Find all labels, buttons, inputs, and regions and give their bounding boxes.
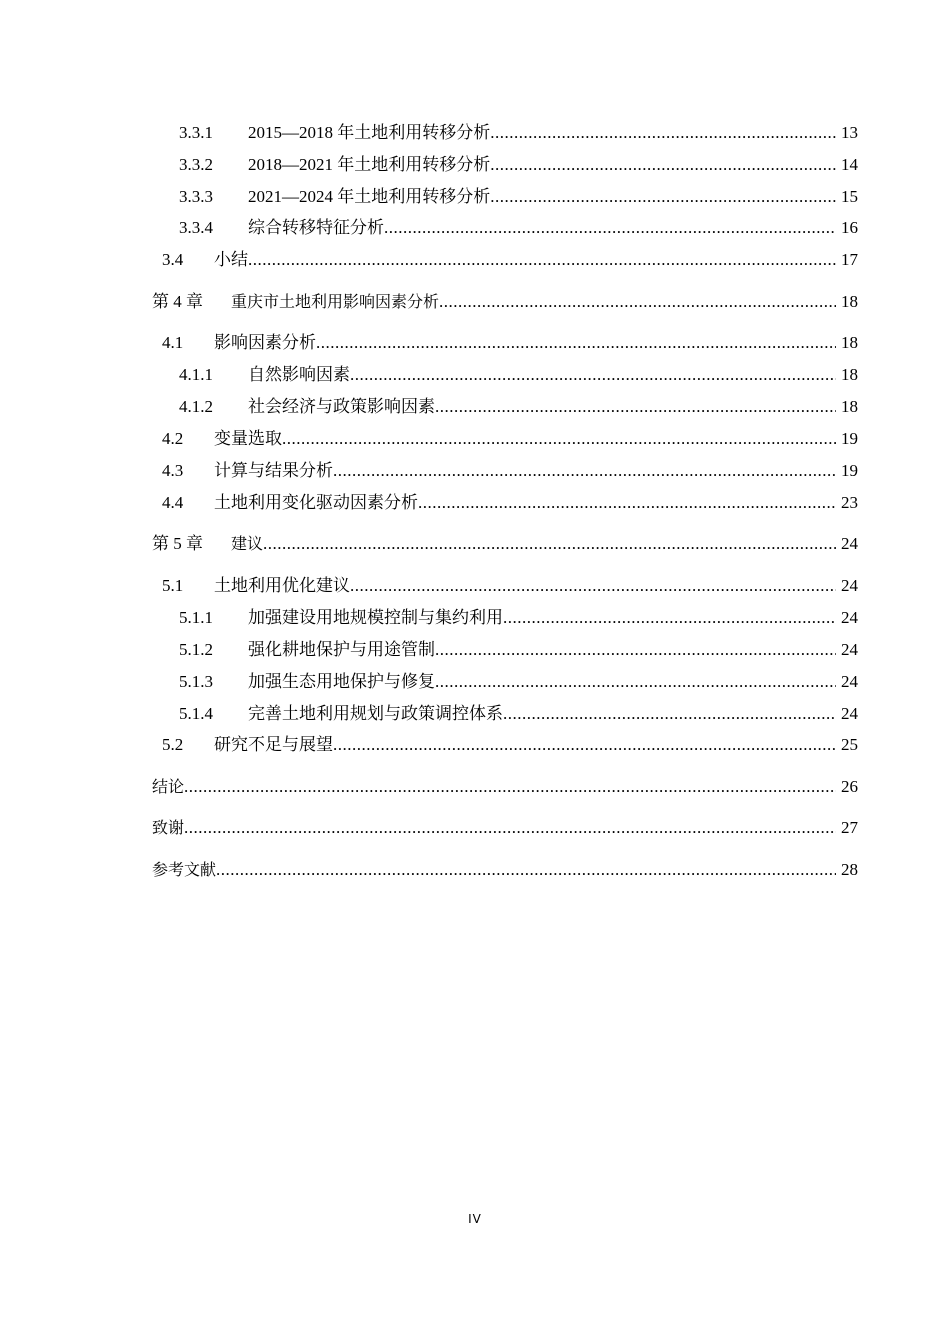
toc-entry[interactable]	[0, 638, 950, 662]
toc-entry-number: 4.2	[162, 429, 184, 448]
toc-entry-page: 16	[841, 218, 858, 237]
toc-entry-page: 24	[841, 608, 858, 627]
toc-entry[interactable]	[0, 459, 950, 483]
toc-entry-page: 19	[841, 429, 858, 448]
toc-entry[interactable]	[0, 363, 950, 387]
toc-entry[interactable]	[0, 427, 950, 451]
toc-entry-title: 完善土地利用规划与政策调控体系	[248, 704, 503, 723]
toc-entry-page: 24	[841, 534, 858, 553]
toc-entry-page: 19	[841, 461, 858, 480]
toc-entry-number: 5.1.1	[179, 608, 213, 627]
dot-leader	[490, 153, 836, 177]
dot-leader	[418, 491, 836, 515]
toc-entry-number: 4.3	[162, 461, 184, 480]
toc-entry-title: 强化耕地保护与用途管制	[248, 640, 435, 659]
toc-entry[interactable]	[0, 702, 950, 726]
toc-entry-page: 24	[841, 576, 858, 595]
toc-entry-number: 3.4	[162, 250, 184, 269]
toc-entry[interactable]	[0, 248, 950, 272]
toc-entry-number: 第 4 章	[152, 292, 203, 311]
toc-entry-title: 研究不足与展望	[214, 735, 333, 754]
toc-entry[interactable]	[0, 153, 950, 177]
dot-leader	[282, 427, 836, 451]
toc-entry-page: 24	[841, 672, 858, 691]
toc-entry[interactable]	[0, 121, 950, 145]
toc-entry[interactable]	[0, 491, 950, 515]
toc-entry-page: 27	[841, 818, 858, 837]
page-number: IV	[468, 1212, 482, 1226]
toc-entry-number: 3.3.3	[179, 187, 213, 206]
toc-entry[interactable]	[0, 574, 950, 598]
toc-entry-number: 3.3.1	[179, 123, 213, 142]
dot-leader	[263, 532, 836, 556]
toc-entry-number: 4.1	[162, 333, 184, 352]
toc-entry[interactable]	[0, 733, 950, 757]
dot-leader	[435, 395, 836, 419]
dot-leader	[333, 459, 836, 483]
toc-entry-title: 自然影响因素	[248, 365, 350, 384]
toc-entry-number: 5.1.3	[179, 672, 213, 691]
toc-entry-conclusion[interactable]	[0, 775, 950, 799]
dot-leader	[439, 290, 836, 314]
toc-entry-number: 第 5 章	[152, 534, 203, 553]
toc-entry-title: 影响因素分析	[214, 333, 316, 352]
toc-entry-number: 5.2	[162, 735, 184, 754]
toc-entry-page: 24	[841, 640, 858, 659]
dot-leader	[350, 363, 836, 387]
dot-leader	[490, 185, 836, 209]
dot-leader	[435, 638, 836, 662]
toc-entry-title: 计算与结果分析	[214, 461, 333, 480]
toc-entry-page: 18	[841, 365, 858, 384]
toc-entry-title: 土地利用变化驱动因素分析	[214, 493, 418, 512]
toc-entry-references[interactable]	[0, 858, 950, 882]
toc-entry-title: 社会经济与政策影响因素	[248, 397, 435, 416]
dot-leader	[216, 858, 836, 882]
dot-leader	[503, 606, 836, 630]
toc-entry-title: 重庆市土地利用影响因素分析	[231, 292, 440, 311]
toc-entry-page: 14	[841, 155, 858, 174]
toc-entry-number: 3.3.4	[179, 218, 213, 237]
toc-entry-number: 4.1.2	[179, 397, 213, 416]
toc-entry-title: 致谢	[152, 818, 185, 837]
toc-entry-page: 23	[841, 493, 858, 512]
toc-entry-number: 5.1.4	[179, 704, 213, 723]
toc-chapter-entry[interactable]	[0, 290, 950, 314]
dot-leader	[184, 775, 836, 799]
dot-leader	[316, 331, 836, 355]
toc-entry-title: 土地利用优化建议	[214, 576, 350, 595]
toc-entry-title: 2018—2021 年土地利用转移分析	[248, 155, 491, 174]
toc-entry-title: 变量选取	[214, 429, 282, 448]
toc-entry-page: 18	[841, 292, 858, 311]
toc-entry-page: 15	[841, 187, 858, 206]
toc-entry-title: 建议	[231, 534, 264, 553]
toc-entry-page: 25	[841, 735, 858, 754]
toc-entry-title: 小结	[214, 250, 248, 269]
toc-entry-page: 28	[841, 860, 858, 879]
dot-leader	[503, 702, 836, 726]
toc-entry-number: 4.1.1	[179, 365, 213, 384]
toc-entry-title: 结论	[152, 777, 185, 796]
dot-leader	[333, 733, 836, 757]
toc-entry-page: 18	[841, 333, 858, 352]
toc-entry[interactable]	[0, 670, 950, 694]
toc-entry-title: 加强生态用地保护与修复	[248, 672, 435, 691]
toc-entry-number: 4.4	[162, 493, 184, 512]
dot-leader	[248, 248, 836, 272]
toc-entry-page: 13	[841, 123, 858, 142]
toc-entry-title: 综合转移特征分析	[248, 218, 384, 237]
dot-leader	[435, 670, 836, 694]
toc-entry-title: 2015—2018 年土地利用转移分析	[248, 123, 491, 142]
toc-entry[interactable]	[0, 185, 950, 209]
toc-entry-title: 加强建设用地规模控制与集约利用	[248, 608, 503, 627]
toc-chapter-entry[interactable]	[0, 532, 950, 556]
toc-entry[interactable]	[0, 395, 950, 419]
toc-entry[interactable]	[0, 331, 950, 355]
toc-entry-acknowledgements[interactable]	[0, 816, 950, 840]
toc-entry-number: 5.1.2	[179, 640, 213, 659]
toc-entry-page: 26	[841, 777, 858, 796]
toc-entry[interactable]	[0, 606, 950, 630]
toc-entry-number: 5.1	[162, 576, 184, 595]
dot-leader	[384, 216, 836, 240]
toc-entry[interactable]	[0, 216, 950, 240]
dot-leader	[490, 121, 836, 145]
toc-entry-page: 17	[841, 250, 858, 269]
toc-entry-page: 18	[841, 397, 858, 416]
toc-entry-title: 2021—2024 年土地利用转移分析	[248, 187, 491, 206]
toc-entry-title: 参考文献	[152, 860, 217, 879]
toc-entry-page: 24	[841, 704, 858, 723]
toc-entry-number: 3.3.2	[179, 155, 213, 174]
dot-leader	[184, 816, 836, 840]
dot-leader	[350, 574, 836, 598]
